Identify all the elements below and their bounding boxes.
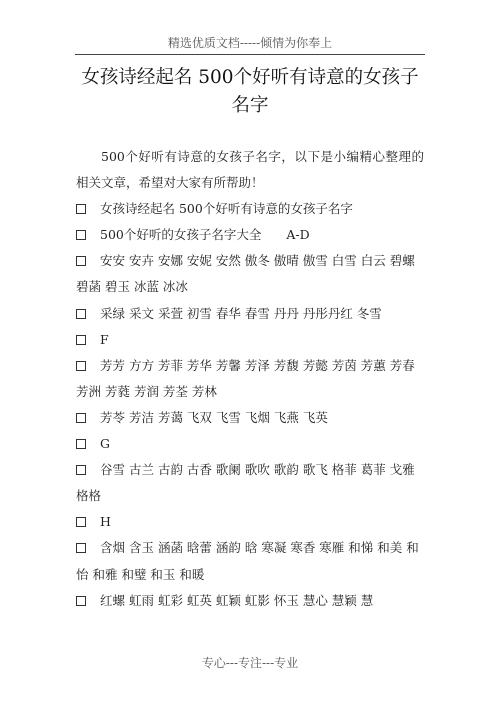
document-title: [60, 64, 440, 120]
list-item: [76, 327, 424, 353]
list-item: [76, 222, 424, 248]
list-item: [76, 301, 424, 327]
checkbox-icon: [76, 439, 86, 449]
checkbox-icon: [76, 309, 86, 319]
title-line-1: 女孩诗经起名 500个好听有诗意的女孩子: [81, 67, 419, 88]
title-line-2: 名字: [231, 95, 269, 116]
checkbox-icon: [76, 596, 86, 606]
list-item-text: H: [100, 514, 111, 530]
checkbox-icon: [76, 256, 86, 266]
checkbox-icon: [76, 335, 86, 345]
list-item: [76, 196, 424, 222]
checkbox-icon: [76, 517, 86, 527]
page-header: 精选优质文档-----倾情为你奉上: [75, 34, 425, 55]
intro-paragraph: 500个好听有诗意的女孩子名字，以下是小编精心整理的相关文章，希望对大家有所帮助！: [76, 149, 424, 191]
list-item-text: 芳苓 芳洁 芳蔼 飞双 飞雪 飞烟 飞燕 飞英: [100, 409, 328, 425]
checkbox-icon: [76, 543, 86, 553]
checkbox-icon: [76, 413, 86, 423]
list-item-text: F: [100, 331, 109, 347]
list-item: [76, 248, 424, 300]
checkbox-icon: [76, 204, 86, 214]
list-item: [76, 588, 424, 614]
checkbox-icon: [76, 230, 86, 240]
list-item-text: 含烟 含玉 涵菡 晗蕾 涵韵 晗 寒凝 寒香 寒雁 和悌 和美 和怡 和雅 和璧 和玉 和暖: [76, 540, 419, 582]
document-body: [76, 144, 424, 614]
list-item: [76, 509, 424, 535]
list-item: [76, 457, 424, 509]
list-item: [76, 405, 424, 431]
list-item-text: G: [100, 436, 110, 452]
list-item: [76, 431, 424, 457]
list-item-text: 500个好听的女孩子名字大全 A-D: [100, 227, 310, 243]
list-item-text: 安安 安卉 安娜 安妮 安然 傲冬 傲晴 傲雪 白雪 白云 碧螺 碧菡 碧玉 冰蓝 冰冰: [76, 253, 415, 295]
list-item-text: 芳芳 方方 芳菲 芳华 芳馨 芳泽 芳馥 芳懿 芳茵 芳蕙 芳春 芳洲 芳蕤 芳润 芳荃 芳林: [76, 357, 415, 399]
list-item-text: 女孩诗经起名 500个好听有诗意的女孩子名字: [100, 201, 353, 217]
checkbox-list: [76, 196, 424, 614]
list-item-text: 红螺 虹雨 虹彩 虹英 虹颖 虹影 怀玉 慧心 慧颖 慧: [100, 592, 374, 608]
list-item-text: 采绿 采文 采萱 初雪 春华 春雪 丹丹 丹彤丹红 冬雪: [100, 305, 382, 321]
checkbox-icon: [76, 361, 86, 371]
list-item: [76, 535, 424, 587]
checkbox-icon: [76, 465, 86, 475]
list-item: [76, 353, 424, 405]
list-item-text: 谷雪 古兰 古韵 古香 歌阑 歌吹 歌韵 歌飞 格菲 葛菲 戈雅 格格: [76, 462, 415, 504]
page-footer: 专心---专注---专业: [201, 656, 299, 670]
